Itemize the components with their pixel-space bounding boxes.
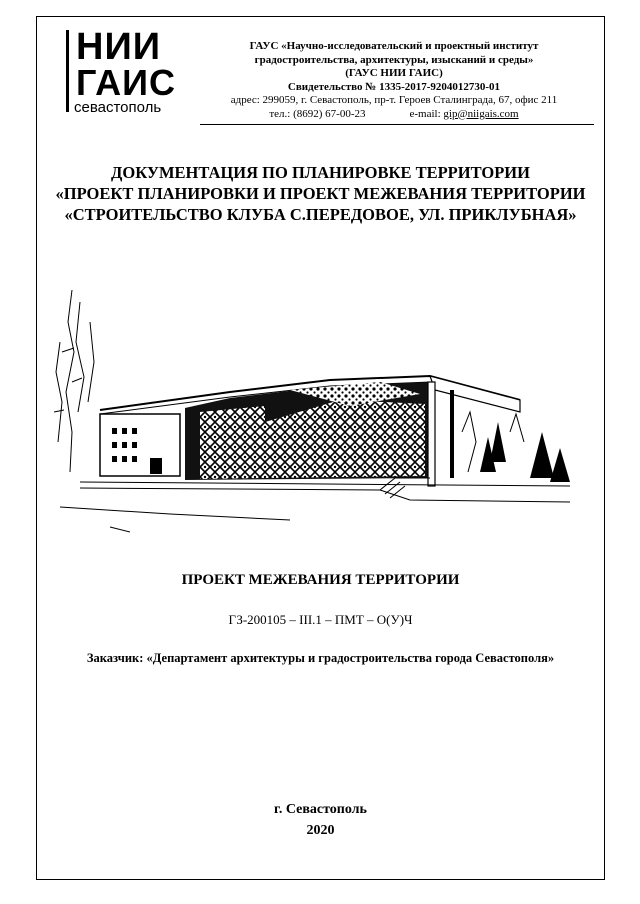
logo-bar [66, 30, 69, 112]
organization-header [196, 40, 592, 121]
org-contacts [196, 108, 592, 122]
niigais-logo [66, 28, 178, 118]
org-email-link[interactable]: gip@niigais.com [443, 107, 519, 120]
org-phone: тел.: (8692) 67-00-23 [269, 107, 366, 120]
title-line-3: «СТРОИТЕЛЬСТВО КЛУБА С.ПЕРЕДОВОЕ, УЛ. ПРИКЛУБНАЯ» [64, 205, 577, 224]
org-email-label: e-mail: [409, 107, 444, 120]
logo-line-2: ГАИС [76, 62, 177, 103]
logo-line-1: НИИ [76, 26, 162, 68]
document-code: ГЗ-200105 – III.1 – ПМТ – О(У)Ч [228, 612, 413, 627]
logo-city: севастополь [74, 99, 162, 116]
org-name-line-2: градостроительства, архитектуры, изысканий и среды» [254, 53, 534, 66]
title-line-2: «ПРОЕКТ ПЛАНИРОВКИ И ПРОЕКТ МЕЖЕВАНИЯ ТЕРРИТОРИИ [55, 184, 586, 203]
org-certificate: Свидетельство № 1335-2017-9204012730-01 [287, 80, 501, 93]
year: 2020 [306, 823, 335, 838]
org-name-line-1: ГАУС «Научно-исследовательский и проектный институт [249, 40, 539, 52]
section-title: ПРОЕКТ МЕЖЕВАНИЯ ТЕРРИТОРИИ [181, 572, 460, 588]
building-illustration [50, 282, 590, 544]
city: г. Севастополь [274, 802, 367, 817]
org-address: адрес: 299059, г. Севастополь, пр-т. Героев Сталинграда, 67, офис 211 [230, 94, 558, 106]
org-short-name: (ГАУС НИИ ГАИС) [345, 67, 443, 79]
client-line: Заказчик: «Департамент архитектуры и градостроительства города Севастополя» [86, 651, 555, 665]
title-line-1: ДОКУМЕНТАЦИЯ ПО ПЛАНИРОВКЕ ТЕРРИТОРИИ [111, 163, 530, 182]
header-rule [200, 124, 594, 125]
document-title [36, 162, 605, 225]
